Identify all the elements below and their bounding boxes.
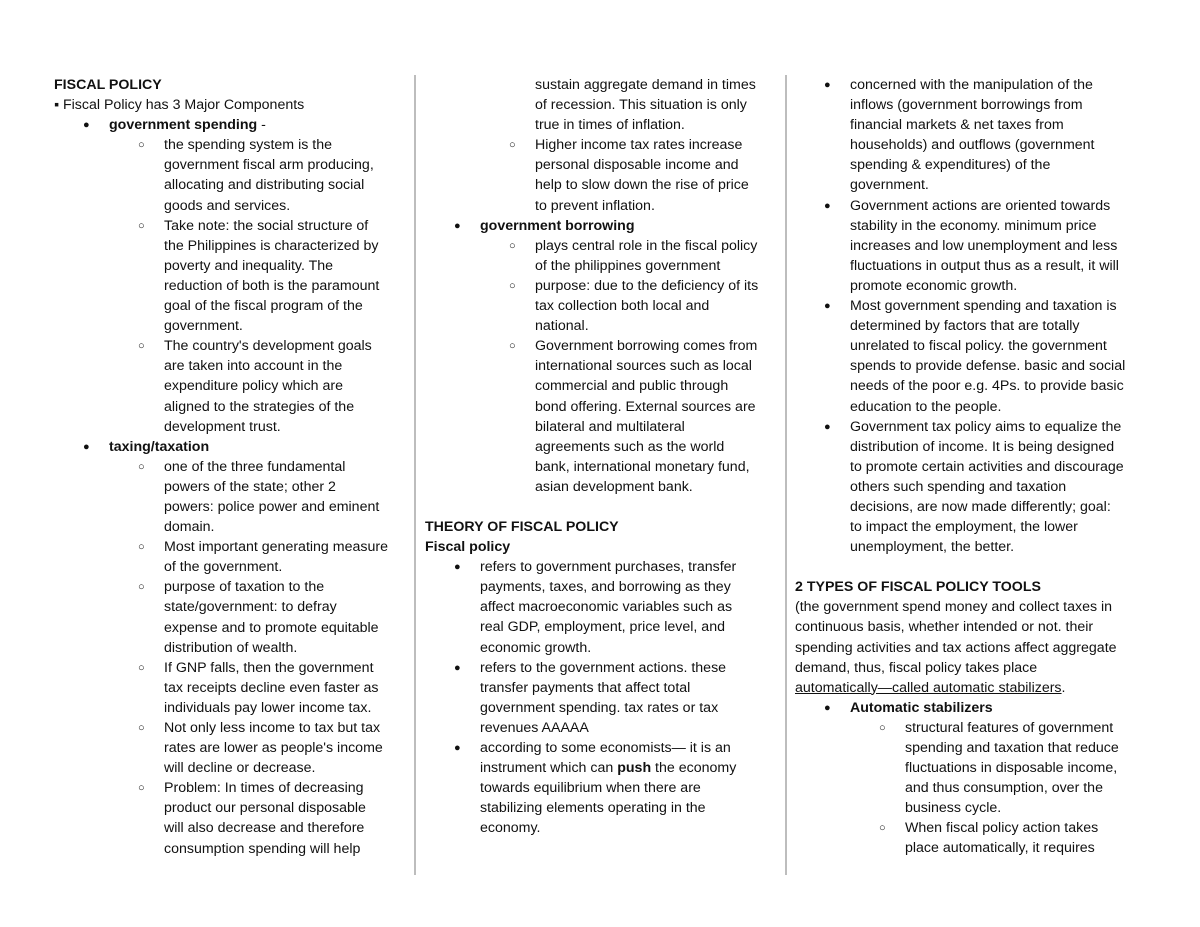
- list-item-line: national.: [535, 318, 589, 335]
- bullet-circle-icon: ○: [138, 139, 145, 152]
- list-item-line: one of the three fundamental: [164, 458, 346, 475]
- column-divider-right: [785, 75, 787, 875]
- list-item-line: goal of the fiscal program of the: [164, 298, 363, 315]
- column-1: [54, 75, 410, 859]
- bullet-row: [54, 135, 410, 155]
- list-item-line: tax receipts decline even faster as: [164, 679, 379, 696]
- underlined-text: automatically—called automatic stabilizers: [795, 679, 1062, 696]
- bullet-dot-icon: ●: [454, 219, 461, 232]
- bullet-row: [425, 276, 780, 296]
- list-item-line: government spending. tax rates or tax: [480, 699, 719, 716]
- bullet-row: [795, 296, 1150, 316]
- bullet-row: [54, 437, 410, 457]
- bullet-row: [795, 196, 1150, 216]
- bullet-row: [425, 135, 780, 155]
- list-item-line: to promote certain activities and discourage: [850, 458, 1124, 475]
- emphasis-text: push: [617, 760, 652, 777]
- list-item-line: Most important generating measure: [164, 539, 388, 556]
- bullet-circle-icon: ○: [138, 340, 145, 353]
- list-item-line: When fiscal policy action takes: [905, 820, 1099, 837]
- list-item-line: refers to the government actions. these: [480, 659, 727, 676]
- list-item-line: expenditure policy which are: [164, 378, 344, 395]
- list-item-line: the Philippines is characterized by: [164, 237, 379, 254]
- bullet-dot-icon: ●: [83, 119, 90, 132]
- list-item-line: of the government.: [164, 559, 283, 576]
- list-item-line: inflows (government borrowings from: [850, 97, 1083, 114]
- spacer: [795, 557, 1150, 577]
- continued-line: sustain aggregate demand in times: [535, 77, 756, 93]
- list-item-line: real GDP, employment, price level, and: [480, 619, 725, 636]
- bullet-circle-icon: ○: [138, 722, 145, 734]
- list-item-line: product our personal disposable: [164, 800, 366, 817]
- bullet-row: [54, 577, 410, 597]
- list-item-line: towards equilibrium when there are: [480, 780, 701, 797]
- bullet-dot-icon: ●: [83, 440, 90, 453]
- list-item-line: Most government spending and taxation is: [850, 298, 1117, 315]
- list-item-line: payments, taxes, and borrowing as they: [480, 579, 731, 596]
- bullet-row: [54, 457, 410, 477]
- list-item-line: bank, international monetary fund,: [535, 458, 750, 475]
- bullet-circle-icon: ○: [138, 782, 145, 795]
- text-span: the economy: [651, 760, 737, 777]
- bullet-circle-icon: ○: [138, 661, 145, 674]
- list-item-line: business cycle.: [905, 800, 1002, 817]
- page-title: FISCAL POLICY: [54, 77, 162, 93]
- paragraph-line: [795, 678, 1150, 698]
- list-item-line: households) and outflows (government: [850, 137, 1095, 154]
- list-item-line: poverty and inequality. The: [164, 257, 334, 274]
- list-item-line: allocating and distributing social: [164, 177, 365, 194]
- list-item-line: the spending system is the: [164, 137, 332, 154]
- list-item-line: personal disposable income and: [535, 157, 739, 174]
- list-item-line: and thus consumption, over the: [905, 780, 1103, 797]
- list-item-line: Government tax policy aims to equalize the: [850, 418, 1122, 435]
- list-item-line: commercial and public through: [535, 378, 729, 395]
- bullet-dot-icon: ●: [824, 701, 831, 714]
- continued-line: true in times of inflation.: [535, 117, 685, 134]
- list-item-line: are taken into account in the: [164, 358, 343, 375]
- list-item-line: government.: [850, 177, 929, 194]
- list-item-line: needs of the poor e.g. 4Ps. to provide basic: [850, 378, 1124, 395]
- list-item-line: decisions, are now made differently; goal:: [850, 498, 1111, 515]
- bullet-row: [795, 75, 1150, 95]
- bullet-row: [795, 698, 1150, 718]
- bullet-circle-icon: ○: [138, 581, 145, 594]
- bullet-row: [54, 216, 410, 236]
- list-item-line: aligned to the strategies of the: [164, 398, 355, 415]
- bullet-dot-icon: ●: [824, 300, 831, 313]
- list-item-line: unemployment, the better.: [850, 539, 1015, 556]
- list-item-line: state/government: to defray: [164, 599, 337, 616]
- bullet-row: [795, 718, 1150, 738]
- section-heading: 2 TYPES OF FISCAL POLICY TOOLS: [795, 579, 1041, 596]
- list-item-line: promote economic growth.: [850, 277, 1018, 294]
- list-item-line: The country's development goals: [164, 338, 372, 355]
- list-item-line: will decline or decrease.: [164, 760, 316, 777]
- list-item-line: financial markets & net taxes from: [850, 117, 1064, 134]
- list-item-line: powers of the state; other 2: [164, 478, 336, 495]
- bullet-row: [54, 115, 410, 135]
- list-item-line: affect macroeconomic variables such as: [480, 599, 733, 616]
- bullet-circle-icon: ○: [138, 541, 145, 554]
- list-item-line: refers to government purchases, transfer: [480, 559, 737, 576]
- bullet-row: [54, 537, 410, 557]
- list-item-line: rates are lower as people's income: [164, 740, 383, 757]
- list-item-line: according to some economists— it is an: [480, 740, 731, 756]
- list-item-line: unrelated to fiscal policy. the government: [850, 338, 1107, 355]
- text-span: .: [1061, 679, 1066, 696]
- list-item-line: Problem: In times of decreasing: [164, 780, 364, 797]
- list-item-line: bilateral and multilateral: [535, 418, 685, 435]
- section-title: government spending: [109, 117, 258, 134]
- list-item-line: spending and taxation that reduce: [905, 740, 1119, 756]
- list-item-line: help to slow down the rise of price: [535, 177, 749, 194]
- list-item-line: others such spending and taxation: [850, 478, 1067, 495]
- bullet-row: [425, 557, 780, 577]
- bullet-dot-icon: ●: [824, 199, 831, 212]
- list-item-line: government.: [164, 318, 243, 335]
- list-item-line: revenues AAAAA: [480, 719, 589, 736]
- list-item-line: Government borrowing comes from: [535, 338, 758, 355]
- list-item-line: fluctuations in output thus as a result, it will: [850, 257, 1119, 274]
- list-item-line: development trust.: [164, 418, 281, 435]
- list-item-line: expense and to promote equitable: [164, 619, 379, 636]
- bullet-dot-icon: ●: [454, 742, 461, 754]
- list-item-line: stability in the economy. minimum price: [850, 217, 1097, 234]
- list-item-line: fluctuations in disposable income,: [905, 760, 1118, 777]
- list-item-line: place automatically, it requires: [905, 840, 1095, 857]
- list-item-line: structural features of government: [905, 719, 1114, 736]
- bullet-row: [54, 658, 410, 678]
- bullet-circle-icon: ○: [509, 340, 516, 353]
- title-dash: -: [257, 117, 266, 134]
- list-item-line: determined by factors that are totally: [850, 318, 1080, 335]
- paragraph-line: spending activities and tax actions affect aggregate: [795, 639, 1117, 656]
- bullet-circle-icon: ○: [138, 460, 145, 473]
- section-title: taxing/taxation: [109, 438, 210, 455]
- list-item-line: will also decrease and therefore: [164, 820, 365, 837]
- bullet-row: [54, 718, 410, 738]
- list-item-line: spending & expenditures) of the: [850, 157, 1051, 174]
- paragraph-line: demand, thus, fiscal policy takes place: [795, 659, 1038, 676]
- bullet-dot-icon: ●: [454, 661, 461, 674]
- bullet-row: [795, 417, 1150, 437]
- bullet-circle-icon: ○: [879, 721, 886, 734]
- list-item-line: spends to provide defense. basic and social: [850, 358, 1126, 375]
- bullet-row: [425, 216, 780, 236]
- list-item-line: stabilizing elements operating in the: [480, 800, 706, 817]
- section-title: government borrowing: [480, 217, 635, 234]
- list-item-line: Higher income tax rates increase: [535, 137, 743, 154]
- list-item-line: of the philippines government: [535, 257, 721, 274]
- bullet-circle-icon: ○: [138, 219, 145, 232]
- continued-line: of recession. This situation is only: [535, 97, 747, 114]
- list-item-line: to prevent inflation.: [535, 197, 655, 214]
- bullet-row: [425, 236, 780, 256]
- paragraph-line: (the government spend money and collect taxes in: [795, 599, 1113, 616]
- subsection-label: Fiscal policy: [425, 539, 511, 556]
- bullet-circle-icon: ○: [509, 279, 516, 292]
- list-item-line: to impact the employment, the lower: [850, 519, 1078, 536]
- bullet-dot-icon: ●: [824, 420, 831, 433]
- list-item-line: powers: police power and eminent: [164, 498, 380, 515]
- bullet-dot-icon: ●: [824, 79, 831, 91]
- list-item-line: concerned with the manipulation of the: [850, 77, 1093, 93]
- section-heading: THEORY OF FISCAL POLICY: [425, 518, 619, 535]
- list-item-line: economic growth.: [480, 639, 592, 656]
- bullet-circle-icon: ○: [509, 239, 516, 252]
- bullet-row: [425, 658, 780, 678]
- list-item-line: reduction of both is the paramount: [164, 277, 380, 294]
- list-item-line: goods and services.: [164, 197, 291, 214]
- bullet-dot-icon: ●: [454, 561, 461, 574]
- list-item-line: individuals pay lower income tax.: [164, 699, 372, 716]
- list-item-line: Take note: the social structure of: [164, 217, 369, 234]
- list-item-line: transfer payments that affect total: [480, 679, 691, 696]
- column-divider-left: [414, 75, 416, 875]
- column-3: [795, 75, 1150, 859]
- text-span: instrument which can: [480, 760, 618, 777]
- list-item-line: international sources such as local: [535, 358, 752, 375]
- list-item-line: tax collection both local and: [535, 298, 710, 315]
- list-item-line: consumption spending will help: [164, 840, 361, 857]
- bullet-circle-icon: ○: [879, 822, 886, 835]
- section-title: Automatic stabilizers: [850, 699, 993, 716]
- list-item-line: government fiscal arm producing,: [164, 157, 374, 174]
- list-item-line: distribution of income. It is being designed: [850, 438, 1115, 455]
- bullet-row: [795, 818, 1150, 838]
- spacer: [425, 497, 780, 517]
- bullet-row: [425, 738, 780, 758]
- bullet-circle-icon: ○: [509, 139, 516, 152]
- column-2: [425, 75, 780, 838]
- list-item-line: plays central role in the fiscal policy: [535, 237, 758, 254]
- list-item-line: bond offering. External sources are: [535, 398, 756, 415]
- list-item-line: distribution of wealth.: [164, 639, 298, 656]
- list-item-line: Not only less income to tax but tax: [164, 720, 381, 736]
- bullet-row: [54, 778, 410, 798]
- paragraph-line: continuous basis, whether intended or not. their: [795, 619, 1094, 636]
- intro-text: ▪ Fiscal Policy has 3 Major Components: [54, 97, 305, 114]
- list-item-line: Government actions are oriented towards: [850, 197, 1111, 214]
- list-item-line: education to the people.: [850, 398, 1002, 415]
- list-item-line: [425, 758, 780, 778]
- bullet-row: [425, 336, 780, 356]
- bullet-row: [54, 336, 410, 356]
- list-item-line: If GNP falls, then the government: [164, 659, 374, 676]
- list-item-line: purpose: due to the deficiency of its: [535, 277, 759, 294]
- list-item-line: asian development bank.: [535, 478, 693, 495]
- list-item-line: purpose of taxation to the: [164, 579, 325, 596]
- list-item-line: agreements such as the world: [535, 438, 725, 455]
- list-item-line: increases and low unemployment and less: [850, 237, 1118, 254]
- list-item-line: domain.: [164, 519, 215, 536]
- list-item-line: economy.: [480, 820, 541, 837]
